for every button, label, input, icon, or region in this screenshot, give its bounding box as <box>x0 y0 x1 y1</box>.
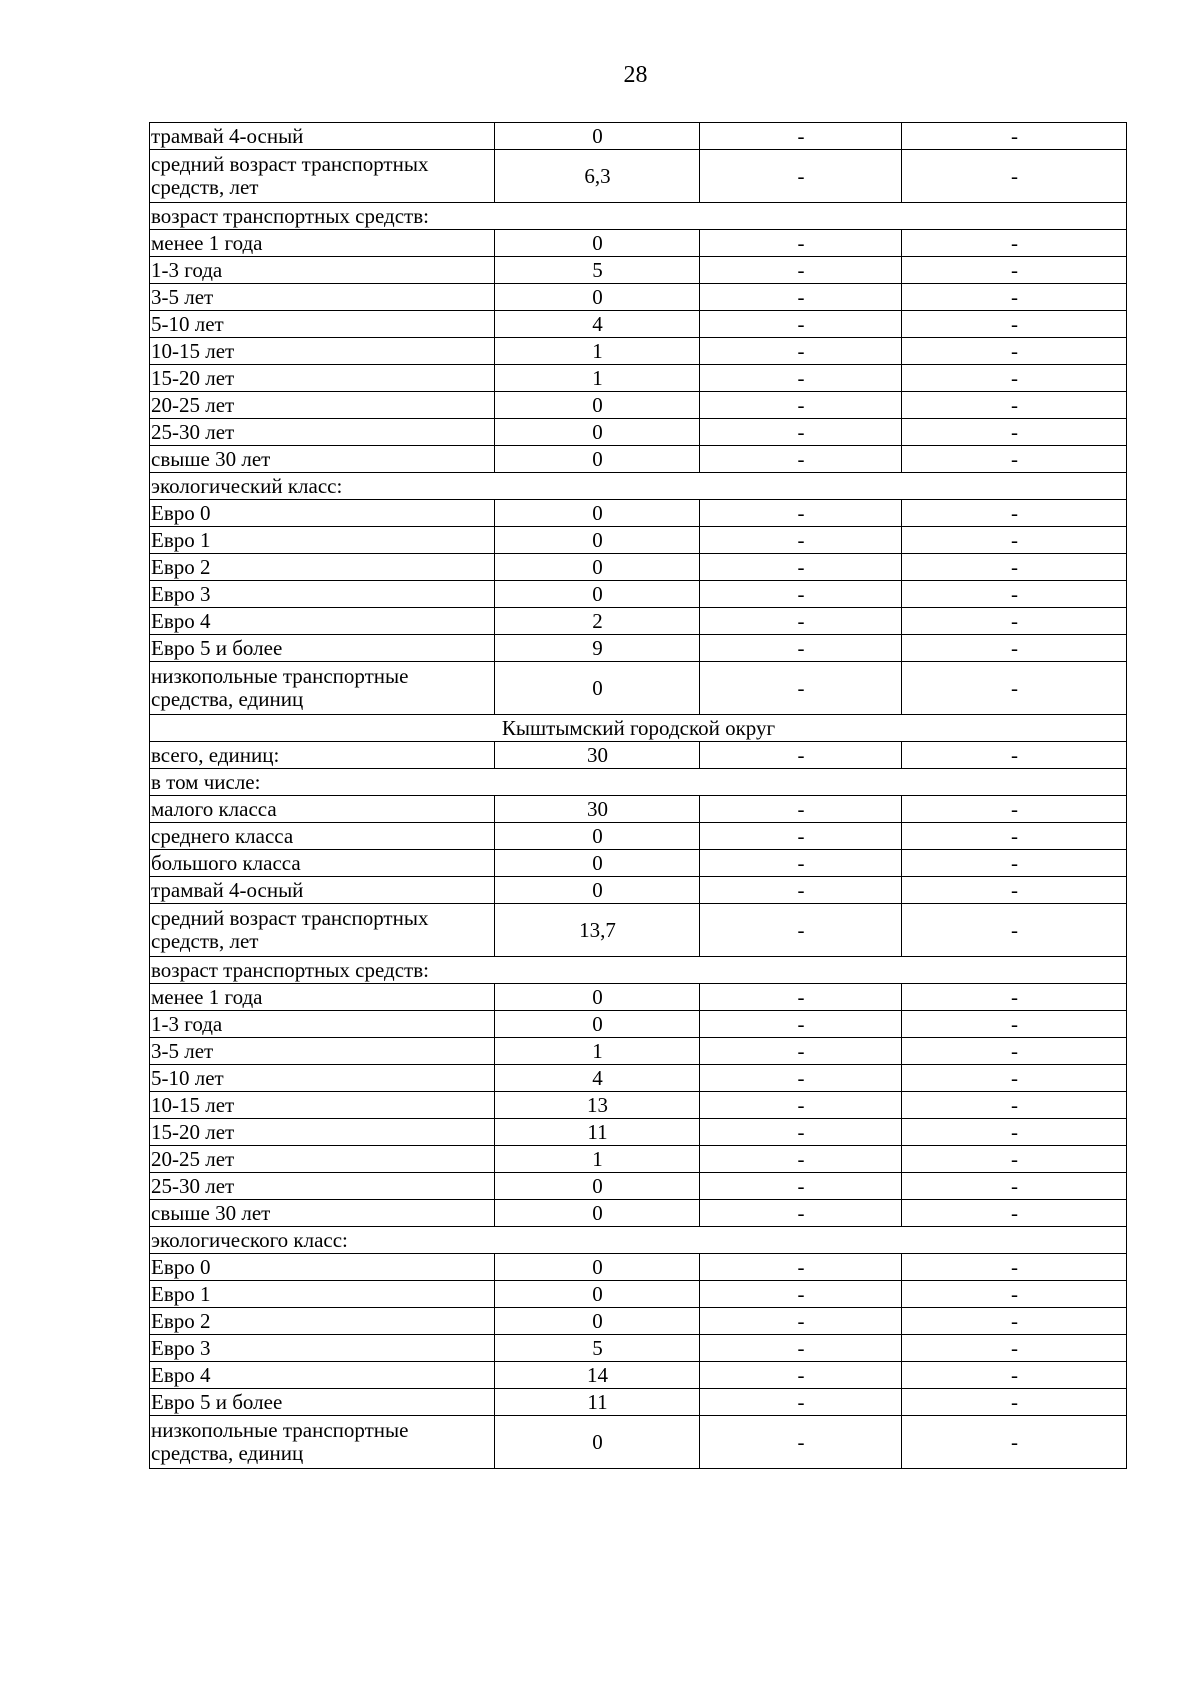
row-label: средний возраст транспортных средств, лет <box>150 904 495 957</box>
row-value: 30 <box>495 742 700 769</box>
row-value: 30 <box>495 796 700 823</box>
row-column-3: - <box>700 850 902 877</box>
row-column-4: - <box>902 581 1127 608</box>
row-label: средний возраст транспортных средств, лет <box>150 150 495 203</box>
row-label: Евро 4 <box>150 1362 495 1389</box>
table-row <box>150 662 1127 715</box>
row-label: Евро 3 <box>150 581 495 608</box>
row-column-3: - <box>700 662 902 715</box>
row-column-4: - <box>902 284 1127 311</box>
row-label: всего, единиц: <box>150 742 495 769</box>
row-column-3: - <box>700 257 902 284</box>
row-column-3: - <box>700 1362 902 1389</box>
row-column-3: - <box>700 500 902 527</box>
row-label: свыше 30 лет <box>150 1200 495 1227</box>
table-row <box>150 284 1127 311</box>
row-column-3: - <box>700 554 902 581</box>
row-value: 13 <box>495 1092 700 1119</box>
section-title: экологического класс: <box>150 1227 1127 1254</box>
row-value: 4 <box>495 311 700 338</box>
row-label: 1-3 года <box>150 1011 495 1038</box>
table-row <box>150 150 1127 203</box>
table-row <box>150 1011 1127 1038</box>
section-header-row <box>150 769 1127 796</box>
row-value: 5 <box>495 257 700 284</box>
table-row <box>150 123 1127 150</box>
row-value: 0 <box>495 823 700 850</box>
row-column-4: - <box>902 1065 1127 1092</box>
row-column-4: - <box>902 150 1127 203</box>
row-column-4: - <box>902 554 1127 581</box>
row-column-4: - <box>902 796 1127 823</box>
row-value: 0 <box>495 123 700 150</box>
row-column-4: - <box>902 1119 1127 1146</box>
row-label: низкопольные транспортные средства, единиц <box>150 1416 495 1469</box>
table-row <box>150 1308 1127 1335</box>
row-label: 25-30 лет <box>150 1173 495 1200</box>
row-value: 0 <box>495 392 700 419</box>
row-column-4: - <box>902 338 1127 365</box>
table-row <box>150 581 1127 608</box>
row-label: низкопольные транспортные средства, единиц <box>150 662 495 715</box>
row-value: 1 <box>495 1146 700 1173</box>
table-row <box>150 877 1127 904</box>
row-label: трамвай 4-осный <box>150 123 495 150</box>
table-row <box>150 1038 1127 1065</box>
row-column-4: - <box>902 230 1127 257</box>
row-column-3: - <box>700 877 902 904</box>
row-value: 1 <box>495 1038 700 1065</box>
row-label: среднего класса <box>150 823 495 850</box>
table-body <box>150 123 1127 1469</box>
row-value: 2 <box>495 608 700 635</box>
table-row <box>150 554 1127 581</box>
row-column-3: - <box>700 527 902 554</box>
table-row <box>150 338 1127 365</box>
row-value: 0 <box>495 1254 700 1281</box>
row-column-3: - <box>700 904 902 957</box>
row-column-3: - <box>700 392 902 419</box>
row-value: 0 <box>495 1200 700 1227</box>
row-column-4: - <box>902 1011 1127 1038</box>
row-column-4: - <box>902 1200 1127 1227</box>
row-label: Евро 1 <box>150 1281 495 1308</box>
table-row <box>150 527 1127 554</box>
row-label: 5-10 лет <box>150 311 495 338</box>
row-label: малого класса <box>150 796 495 823</box>
row-value: 0 <box>495 984 700 1011</box>
row-value: 11 <box>495 1119 700 1146</box>
section-header-row <box>150 203 1127 230</box>
row-column-3: - <box>700 123 902 150</box>
row-value: 0 <box>495 662 700 715</box>
row-label: 1-3 года <box>150 257 495 284</box>
row-label: 10-15 лет <box>150 1092 495 1119</box>
row-label: Евро 2 <box>150 554 495 581</box>
row-label: Евро 1 <box>150 527 495 554</box>
page-number: 28 <box>623 62 648 88</box>
row-label: 20-25 лет <box>150 392 495 419</box>
row-column-3: - <box>700 419 902 446</box>
row-value: 0 <box>495 554 700 581</box>
row-column-4: - <box>902 823 1127 850</box>
table-row <box>150 365 1127 392</box>
row-column-3: - <box>700 796 902 823</box>
row-value: 0 <box>495 877 700 904</box>
row-column-4: - <box>902 365 1127 392</box>
row-value: 0 <box>495 1416 700 1469</box>
table-row <box>150 984 1127 1011</box>
row-column-4: - <box>902 392 1127 419</box>
row-value: 1 <box>495 365 700 392</box>
row-column-3: - <box>700 1038 902 1065</box>
row-value: 0 <box>495 500 700 527</box>
row-column-4: - <box>902 904 1127 957</box>
table-row <box>150 904 1127 957</box>
row-column-4: - <box>902 1146 1127 1173</box>
row-label: менее 1 года <box>150 984 495 1011</box>
row-column-4: - <box>902 500 1127 527</box>
row-label: свыше 30 лет <box>150 446 495 473</box>
row-column-4: - <box>902 662 1127 715</box>
row-value: 0 <box>495 419 700 446</box>
row-column-3: - <box>700 284 902 311</box>
row-value: 0 <box>495 1011 700 1038</box>
table-row <box>150 1119 1127 1146</box>
row-column-3: - <box>700 984 902 1011</box>
row-label: Евро 5 и более <box>150 1389 495 1416</box>
row-column-3: - <box>700 1200 902 1227</box>
row-column-4: - <box>902 527 1127 554</box>
row-column-4: - <box>902 635 1127 662</box>
row-column-4: - <box>902 1416 1127 1469</box>
table-row <box>150 742 1127 769</box>
row-column-3: - <box>700 742 902 769</box>
table-row <box>150 1281 1127 1308</box>
row-column-3: - <box>700 338 902 365</box>
table-row <box>150 1389 1127 1416</box>
row-value: 0 <box>495 230 700 257</box>
row-value: 0 <box>495 284 700 311</box>
row-value: 14 <box>495 1362 700 1389</box>
row-column-4: - <box>902 311 1127 338</box>
row-value: 6,3 <box>495 150 700 203</box>
table-row <box>150 1254 1127 1281</box>
table-row <box>150 796 1127 823</box>
table-row <box>150 500 1127 527</box>
row-label: 15-20 лет <box>150 1119 495 1146</box>
row-label: большого класса <box>150 850 495 877</box>
section-title: в том числе: <box>150 769 1127 796</box>
row-label: менее 1 года <box>150 230 495 257</box>
section-header-row <box>150 473 1127 500</box>
section-header-row <box>150 957 1127 984</box>
region-title: Кыштымский городской округ <box>150 715 1127 742</box>
table-row <box>150 311 1127 338</box>
region-header-row <box>150 715 1127 742</box>
row-label: Евро 0 <box>150 1254 495 1281</box>
row-value: 11 <box>495 1389 700 1416</box>
row-column-4: - <box>902 608 1127 635</box>
row-column-4: - <box>902 1092 1127 1119</box>
table-row <box>150 257 1127 284</box>
section-title: возраст транспортных средств: <box>150 957 1127 984</box>
row-label: 3-5 лет <box>150 1038 495 1065</box>
section-header-row <box>150 1227 1127 1254</box>
row-column-3: - <box>700 1173 902 1200</box>
row-value: 0 <box>495 527 700 554</box>
table-row <box>150 1416 1127 1469</box>
row-value: 0 <box>495 1308 700 1335</box>
data-table <box>149 122 1127 1469</box>
row-label: трамвай 4-осный <box>150 877 495 904</box>
row-column-3: - <box>700 1065 902 1092</box>
table-row <box>150 635 1127 662</box>
row-label: Евро 2 <box>150 1308 495 1335</box>
row-column-4: - <box>902 984 1127 1011</box>
row-column-4: - <box>902 850 1127 877</box>
table-row <box>150 608 1127 635</box>
row-column-3: - <box>700 581 902 608</box>
row-value: 9 <box>495 635 700 662</box>
row-value: 0 <box>495 581 700 608</box>
row-column-3: - <box>700 1281 902 1308</box>
row-column-4: - <box>902 419 1127 446</box>
row-value: 0 <box>495 1173 700 1200</box>
row-column-3: - <box>700 1389 902 1416</box>
row-value: 0 <box>495 446 700 473</box>
table-row <box>150 1362 1127 1389</box>
row-value: 1 <box>495 338 700 365</box>
section-title: экологический класс: <box>150 473 1127 500</box>
row-column-3: - <box>700 1119 902 1146</box>
table-row <box>150 1065 1127 1092</box>
row-column-4: - <box>902 1254 1127 1281</box>
row-value: 0 <box>495 850 700 877</box>
row-column-3: - <box>700 635 902 662</box>
row-label: 15-20 лет <box>150 365 495 392</box>
table-row <box>150 392 1127 419</box>
row-column-4: - <box>902 123 1127 150</box>
row-label: Евро 3 <box>150 1335 495 1362</box>
row-label: 10-15 лет <box>150 338 495 365</box>
row-column-3: - <box>700 608 902 635</box>
row-column-4: - <box>902 742 1127 769</box>
row-label: 20-25 лет <box>150 1146 495 1173</box>
row-column-3: - <box>700 1416 902 1469</box>
row-column-3: - <box>700 150 902 203</box>
row-column-3: - <box>700 1254 902 1281</box>
row-column-4: - <box>902 257 1127 284</box>
row-column-3: - <box>700 230 902 257</box>
table-row <box>150 1173 1127 1200</box>
row-column-3: - <box>700 1092 902 1119</box>
row-column-3: - <box>700 1335 902 1362</box>
row-value: 0 <box>495 1281 700 1308</box>
row-value: 5 <box>495 1335 700 1362</box>
row-column-4: - <box>902 446 1127 473</box>
row-column-4: - <box>902 1308 1127 1335</box>
table-row <box>150 1092 1127 1119</box>
row-label: Евро 4 <box>150 608 495 635</box>
row-label: 25-30 лет <box>150 419 495 446</box>
row-column-3: - <box>700 446 902 473</box>
row-column-3: - <box>700 823 902 850</box>
row-label: 3-5 лет <box>150 284 495 311</box>
row-value: 4 <box>495 1065 700 1092</box>
row-column-4: - <box>902 1281 1127 1308</box>
row-column-4: - <box>902 877 1127 904</box>
row-column-3: - <box>700 311 902 338</box>
row-column-4: - <box>902 1362 1127 1389</box>
row-label: Евро 0 <box>150 500 495 527</box>
table-row <box>150 1335 1127 1362</box>
row-label: Евро 5 и более <box>150 635 495 662</box>
row-column-4: - <box>902 1038 1127 1065</box>
row-column-3: - <box>700 1308 902 1335</box>
table-row <box>150 1200 1127 1227</box>
row-column-4: - <box>902 1389 1127 1416</box>
table-row <box>150 1146 1127 1173</box>
row-column-4: - <box>902 1335 1127 1362</box>
row-column-3: - <box>700 1146 902 1173</box>
table-row <box>150 419 1127 446</box>
table-row <box>150 230 1127 257</box>
table-row <box>150 446 1127 473</box>
table-row <box>150 823 1127 850</box>
row-column-4: - <box>902 1173 1127 1200</box>
section-title: возраст транспортных средств: <box>150 203 1127 230</box>
row-column-3: - <box>700 1011 902 1038</box>
row-column-3: - <box>700 365 902 392</box>
row-label: 5-10 лет <box>150 1065 495 1092</box>
row-value: 13,7 <box>495 904 700 957</box>
table-row <box>150 850 1127 877</box>
